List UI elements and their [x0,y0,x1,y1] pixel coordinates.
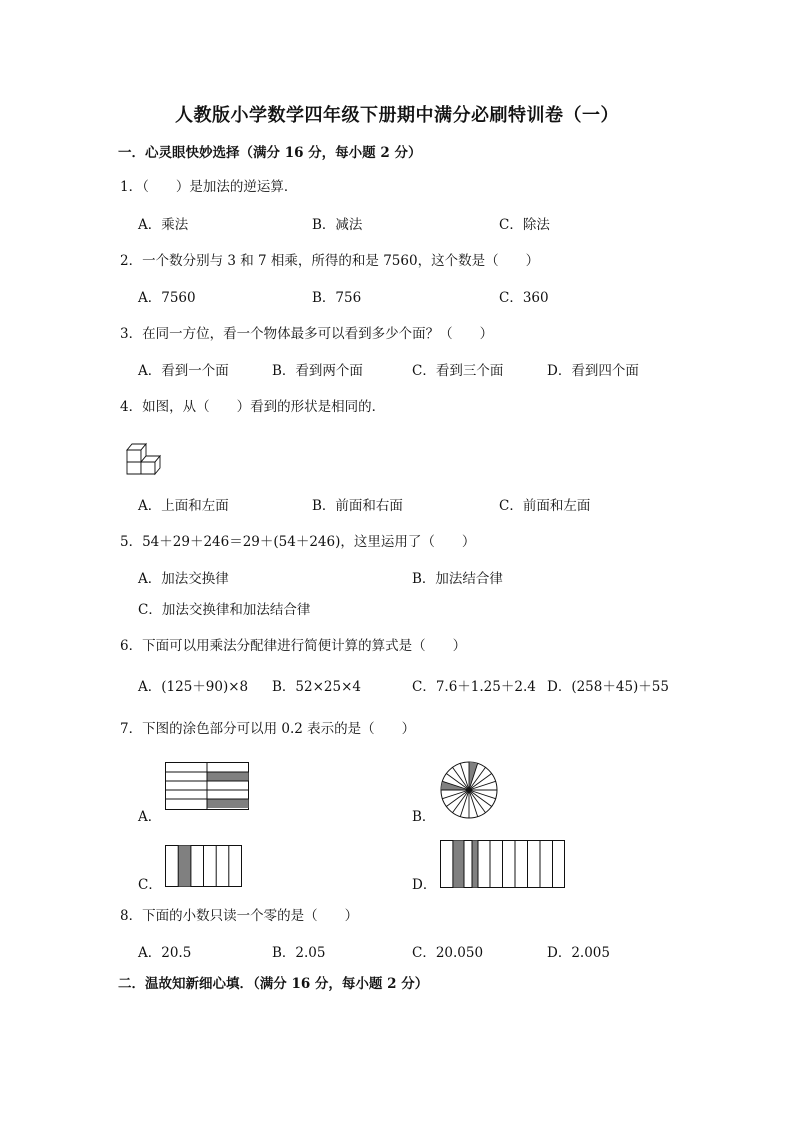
question-1-stem: 1．（ ）是加法的逆运算． [120,179,298,195]
question-6-option-a[interactable]: A．(125＋90)×8 [138,679,249,695]
question-3-option-a[interactable]: A．看到一个面 [138,363,229,379]
question-8-stem: 8．下面的小数只读一个零的是（ ） [120,908,359,924]
section-1-heading: 一．心灵眼快妙选择（满分 16 分，每小题 2 分） [118,145,422,161]
question-3-option-b[interactable]: B．看到两个面 [272,363,363,379]
bar-figure-c[interactable] [165,845,243,888]
question-3-option-d[interactable]: D．看到四个面 [547,363,639,379]
section-2-heading: 二．温故知新细心填．（满分 16 分，每小题 2 分） [118,976,429,992]
question-7-option-b[interactable]: B． [412,809,436,825]
page-title: 人教版小学数学四年级下册期中满分必刷特训卷（一） [175,105,619,126]
question-4-option-a[interactable]: A．上面和左面 [138,498,229,514]
question-5-option-b[interactable]: B．加法结合律 [412,571,503,587]
question-8-option-b[interactable]: B．2.05 [272,945,326,961]
question-7-option-a[interactable]: A． [138,809,162,825]
question-6-option-c[interactable]: C．7.6＋1.25＋2.4 [412,679,536,695]
question-7-stem: 7．下图的涂色部分可以用 0.2 表示的是（ ） [120,721,416,737]
question-2-option-a[interactable]: A．7560 [138,290,196,306]
question-8-option-a[interactable]: A．20.5 [138,945,192,961]
question-2-stem: 2．一个数分别与 3 和 7 相乘，所得的和是 7560，这个数是（ ） [120,253,540,269]
question-2-option-c[interactable]: C．360 [499,290,549,306]
question-7-option-c[interactable]: C． [138,877,162,893]
question-2-option-b[interactable]: B．756 [312,290,362,306]
question-5-option-a[interactable]: A．加法交换律 [138,571,229,587]
question-3-stem: 3．在同一方位，看一个物体最多可以看到多少个面？（ ） [120,326,494,342]
question-1-option-b[interactable]: B．减法 [312,217,363,233]
question-1-option-c[interactable]: C．除法 [499,217,550,233]
question-6-option-d[interactable]: D．(258＋45)＋55 [547,679,669,695]
question-4-option-b[interactable]: B．前面和右面 [312,498,403,514]
question-4-option-c[interactable]: C．前面和左面 [499,498,591,514]
question-7-option-d[interactable]: D． [412,877,437,893]
question-5-stem: 5．54＋29＋246＝29＋(54＋246)，这里运用了（ ） [120,534,476,550]
question-6-option-b[interactable]: B．52×25×4 [272,679,361,695]
bar-figure-d[interactable] [440,840,566,888]
question-6-stem: 6．下面可以用乘法分配律进行简便计算的算式是（ ） [120,638,467,654]
question-5-option-c[interactable]: C．加法交换律和加法结合律 [138,602,311,618]
question-8-option-c[interactable]: C．20.050 [412,945,484,961]
cube-stack-figure [124,441,164,477]
circle-figure-b[interactable] [440,761,498,819]
question-8-option-d[interactable]: D．2.005 [547,945,610,961]
question-4-stem: 4．如图，从（ ）看到的形状是相同的． [120,399,386,415]
grid-figure-a[interactable] [165,762,249,810]
question-3-option-c[interactable]: C．看到三个面 [412,363,504,379]
question-1-option-a[interactable]: A．乘法 [138,217,189,233]
